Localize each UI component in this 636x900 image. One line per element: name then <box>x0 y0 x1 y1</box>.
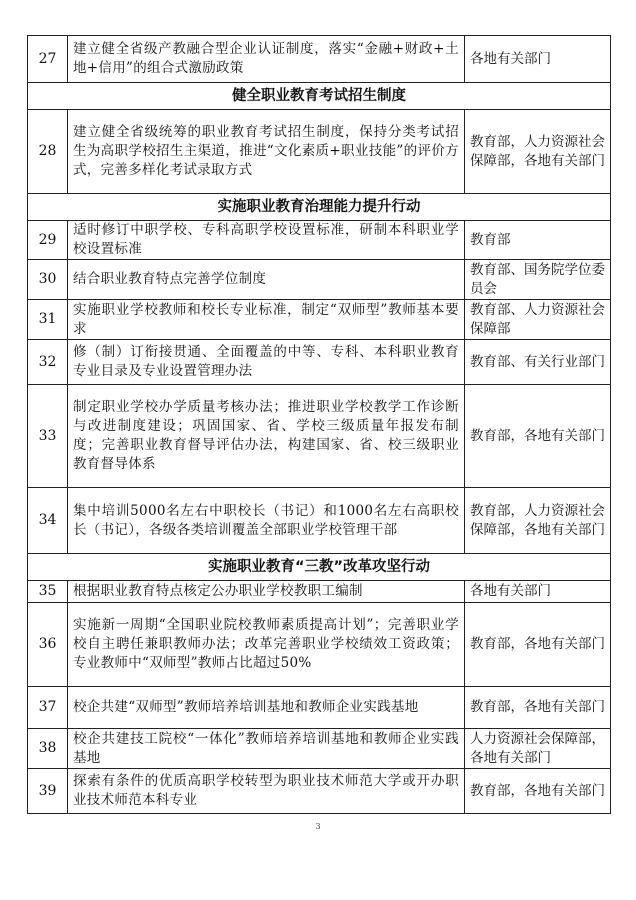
item-number: 34 <box>28 488 68 554</box>
responsible-department: 各地有关部门 <box>465 36 611 83</box>
responsible-department: 教育部，各地有关部门 <box>465 603 611 687</box>
responsible-department: 教育部，人力资源社会保障部，各地有关部门 <box>465 488 611 554</box>
task-description: 集中培训5000名左右中职校长（书记）和1000名左右高职校长（书记），各级各类培训覆盖全部职业学校管理干部 <box>68 488 465 554</box>
task-description: 结合职业教育特点完善学位制度 <box>68 260 465 300</box>
item-number: 35 <box>28 581 68 603</box>
task-description: 校企共建“双师型”教师培养培训基地和教师企业实践基地 <box>68 687 465 729</box>
table-row <box>28 729 611 769</box>
task-table-body <box>28 36 611 814</box>
responsible-department: 教育部、有关行业部门 <box>465 340 611 385</box>
page-number: 3 <box>315 822 321 831</box>
section-header-row <box>28 194 611 221</box>
responsible-department: 教育部、人力资源社会保障部 <box>465 300 611 340</box>
item-number: 33 <box>28 385 68 488</box>
responsible-department: 教育部、国务院学位委员会 <box>465 260 611 300</box>
section-header-row <box>28 554 611 581</box>
responsible-department: 教育部，各地有关部门 <box>465 385 611 488</box>
task-description: 探索有条件的优质高职学校转型为职业技术师范大学或开办职业技术师范本科专业 <box>68 769 465 814</box>
item-number: 38 <box>28 729 68 769</box>
responsible-department: 教育部，各地有关部门 <box>465 687 611 729</box>
table-row <box>28 110 611 194</box>
item-number: 32 <box>28 340 68 385</box>
responsible-department: 教育部，各地有关部门 <box>465 769 611 814</box>
task-description: 实施职业学校教师和校长专业标准，制定“双师型”教师基本要求 <box>68 300 465 340</box>
table-row <box>28 488 611 554</box>
task-description: 根据职业教育特点核定公办职业学校教职工编制 <box>68 581 465 603</box>
item-number: 29 <box>28 221 68 260</box>
item-number: 27 <box>28 36 68 83</box>
responsible-department: 教育部 <box>465 221 611 260</box>
item-number: 30 <box>28 260 68 300</box>
table-row <box>28 687 611 729</box>
task-table <box>27 35 611 814</box>
task-description: 修（制）订衔接贯通、全面覆盖的中等、专科、本科职业教育专业目录及专业设置管理办法 <box>68 340 465 385</box>
table-row <box>28 581 611 603</box>
table-row <box>28 221 611 260</box>
task-description: 制定职业学校办学质量考核办法；推进职业学校教学工作诊断与改进制度建设；巩固国家、省、学校三级质量年报发布制度；完善职业教育督导评估办法，构建国家、省、校三级职业教育督导体系 <box>68 385 465 488</box>
section-title: 实施职业教育治理能力提升行动 <box>28 194 611 221</box>
table-row <box>28 260 611 300</box>
task-description: 校企共建技工院校“一体化”教师培养培训基地和教师企业实践基地 <box>68 729 465 769</box>
section-header-row <box>28 83 611 110</box>
item-number: 36 <box>28 603 68 687</box>
table-row <box>28 603 611 687</box>
task-description: 实施新一周期“全国职业院校教师素质提高计划”；完善职业学校自主聘任兼职教师办法；改革完善职业学校绩效工资政策；专业教师中“双师型”教师占比超过50% <box>68 603 465 687</box>
task-description: 建立健全省级统筹的职业教育考试招生制度，保持分类考试招生为高职学校招生主渠道，推进“文化素质+职业技能”的评价方式，完善多样化考试录取方式 <box>68 110 465 194</box>
section-title: 实施职业教育“三教”改革攻坚行动 <box>28 554 611 581</box>
item-number: 37 <box>28 687 68 729</box>
table-row <box>28 385 611 488</box>
item-number: 31 <box>28 300 68 340</box>
task-description: 适时修订中职学校、专科高职学校设置标准，研制本科职业学校设置标准 <box>68 221 465 260</box>
table-row <box>28 300 611 340</box>
table-row <box>28 36 611 83</box>
item-number: 39 <box>28 769 68 814</box>
table-row <box>28 340 611 385</box>
responsible-department: 教育部，人力资源社会保障部，各地有关部门 <box>465 110 611 194</box>
responsible-department: 人力资源社会保障部，各地有关部门 <box>465 729 611 769</box>
section-title: 健全职业教育考试招生制度 <box>28 83 611 110</box>
item-number: 28 <box>28 110 68 194</box>
responsible-department: 各地有关部门 <box>465 581 611 603</box>
task-description: 建立健全省级产教融合型企业认证制度，落实“金融+财政+土地+信用”的组合式激励政策 <box>68 36 465 83</box>
table-row <box>28 769 611 814</box>
